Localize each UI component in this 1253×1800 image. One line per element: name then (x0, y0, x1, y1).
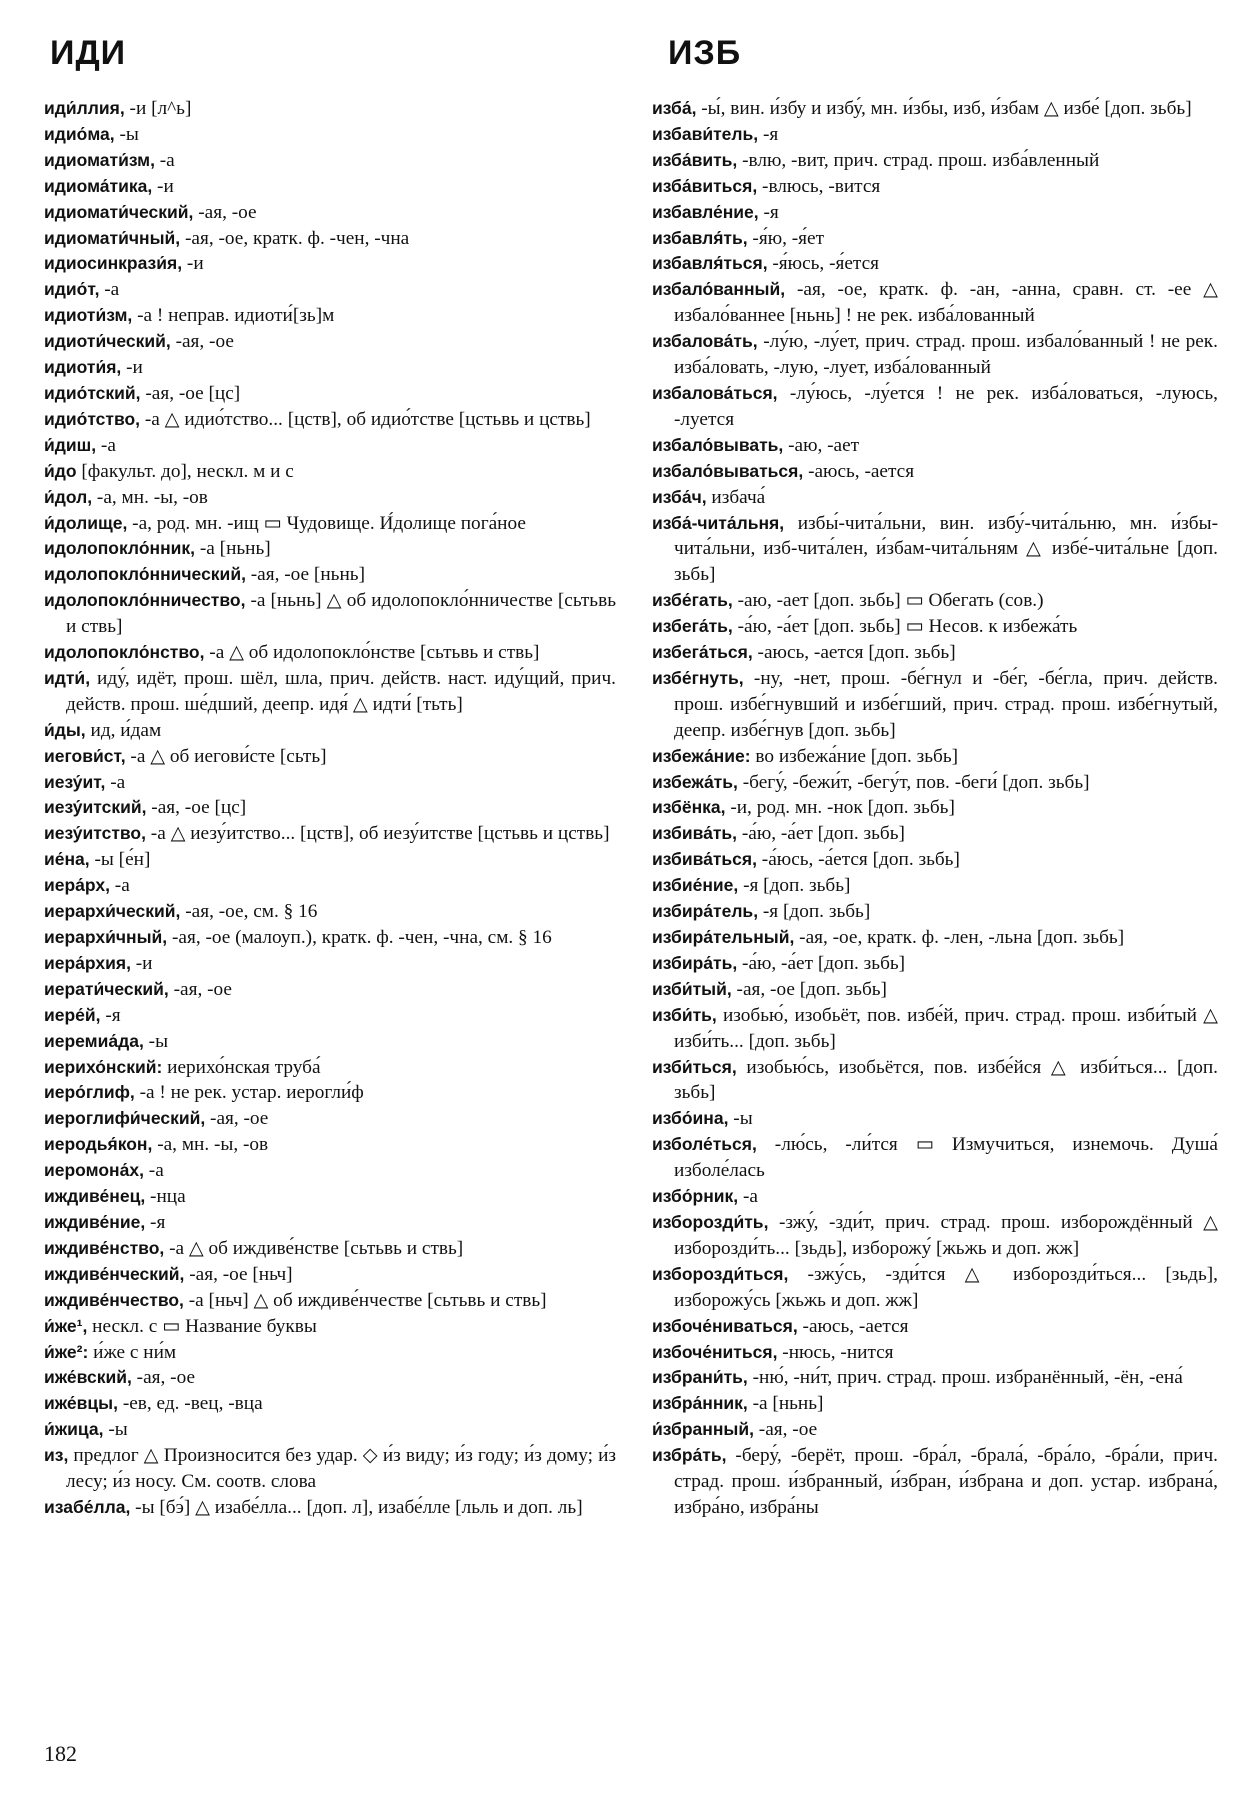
entry-definition: -я (145, 1211, 166, 1233)
entry-definition: -а ! неправ. идиоти́[зь]м (132, 305, 335, 327)
entry-headword: избие́ние, (652, 875, 739, 896)
entry-headword: ие́на, (44, 849, 90, 870)
dictionary-entry (44, 174, 616, 200)
entry-headword: избе́гать, (652, 590, 733, 611)
entry-headword: идолопокло́ннический, (44, 564, 246, 585)
entry-headword: и́диш, (44, 434, 97, 455)
entry-definition: -ая, -ое [цс] (146, 797, 247, 819)
entry-headword: избалова́ть, (652, 331, 758, 352)
dictionary-entry (652, 1106, 1218, 1132)
entry-definition: -ая, -ое, кратк. ф. -ан, -анна, сравн. ст. -ее △ избало́ваннее [ньнь] ! не рек. изба́лованный (674, 279, 1218, 327)
entry-headword: иезу́итский, (44, 797, 147, 818)
entry-definition: -а́ю, -а́ет [доп. зьбь] (737, 952, 906, 974)
entry-headword: и́дол, (44, 486, 93, 507)
entry-headword: избало́вывать, (652, 434, 784, 455)
entry-definition: -а, мн. -ы, -ов (92, 486, 208, 508)
entry-headword: иероглифи́ческий, (44, 1108, 206, 1129)
entry-definition: -ая, -ое (193, 201, 257, 223)
entry-definition: -аю, -ает (783, 434, 860, 456)
dictionary-entry (652, 821, 1218, 847)
entry-headword: избега́ть, (652, 616, 733, 637)
entry-headword: иера́рх, (44, 875, 110, 896)
entry-definition: -ая, -ое (170, 331, 234, 353)
entry-definition: -аюсь, -ается (803, 460, 915, 482)
entry-definition: -влю, -вит, прич. страд. прош. изба́вленный (737, 149, 1100, 171)
entry-headword: идио́тство, (44, 408, 141, 429)
entry-headword: идиоти́я, (44, 357, 122, 378)
dictionary-entry (44, 562, 616, 588)
entry-definition: изобью́сь, изобьётся, пов. избе́йся △ изби́ться... [доп. зьбь] (674, 1056, 1218, 1104)
dictionary-entry (44, 1417, 616, 1443)
dictionary-entry (652, 1210, 1218, 1262)
entry-definition: -ая, -ое, кратк. ф. -лен, -льна [доп. зьбь] (794, 927, 1125, 948)
entry-definition: -а [ньнь] (195, 538, 271, 560)
dictionary-entry (44, 148, 616, 174)
dictionary-entry (652, 251, 1218, 277)
entry-headword: избе́гнуть, (652, 667, 744, 688)
dictionary-entry (44, 1340, 616, 1366)
entry-definition: -ы (728, 1108, 753, 1130)
entry-definition: -и (182, 253, 204, 275)
entry-headword: избира́тель, (652, 901, 759, 922)
entry-headword: избра́ть, (652, 1445, 727, 1466)
entry-definition: -я (100, 1004, 121, 1026)
dictionary-entry (652, 1391, 1218, 1417)
dictionary-entry (44, 951, 616, 977)
dictionary-entry (652, 770, 1218, 796)
entry-definition: -я́ю, -я́ет (747, 227, 825, 249)
entry-definition: -а (154, 149, 175, 171)
entry-headword: идиоти́ческий, (44, 331, 171, 352)
entry-headword: избави́тель, (652, 123, 759, 144)
entry-definition: -я (758, 123, 779, 145)
dictionary-entry (652, 148, 1218, 174)
entry-headword: изборозди́ть, (652, 1211, 769, 1232)
dictionary-entry (44, 1236, 616, 1262)
dictionary-entry (652, 1132, 1218, 1184)
dictionary-entry (44, 1314, 616, 1340)
dictionary-entry (44, 795, 616, 821)
entry-definition: -а △ иезу́итство... [цств], об иезу́итстве [цстьвь и цствь] (145, 823, 610, 845)
entry-headword: изба́, (652, 98, 697, 118)
entry-definition: -беру́, -берёт, прош. -бра́л, -брала́, -бра́ло, -бра́ли, прич. страд. прош. и́збранный, и́збран, и́збрана и доп. устар. избрана́, избра́но, избра́ны (674, 1445, 1218, 1518)
dictionary-entry (44, 303, 616, 329)
dictionary-entry (652, 122, 1218, 148)
dictionary-entry (44, 1443, 616, 1495)
entry-definition: -и [л^ь] (124, 98, 192, 119)
entry-definition: -а [ньнь] △ об идолопокло́нничестве [сьтьвь и ствь] (66, 590, 616, 638)
entry-definition: -я́юсь, -я́ется (767, 253, 880, 275)
entry-definition: -ню́, -ни́т, прич. страд. прош. избранённый, -ён, -ена́ (747, 1367, 1183, 1389)
entry-definition: -аюсь, -ается [доп. зьбь] (752, 642, 956, 664)
dictionary-entry (44, 96, 616, 122)
entry-headword: избежа́ть, (652, 771, 738, 792)
dictionary-entry (44, 1158, 616, 1184)
entry-headword: иезу́итство, (44, 823, 146, 844)
entry-definition: -ы (114, 123, 139, 145)
entry-definition: -бегу́, -бежи́т, -бегу́т, пов. -беги́ [доп. зьбь] (737, 771, 1090, 793)
dictionary-entry (652, 873, 1218, 899)
entry-headword: идио́тский, (44, 382, 141, 403)
entry-headword: иже́вцы, (44, 1393, 118, 1414)
dictionary-entry (44, 588, 616, 640)
dictionary-entry (652, 899, 1218, 925)
entry-definition: -зжу́сь, -зди́тся △ изборозди́ться... [зьдь], изборожу́сь [жьжь и доп. жж] (674, 1263, 1218, 1311)
entry-headword: изба́-чита́льня, (652, 512, 785, 533)
entry-definition: -и (130, 952, 153, 974)
entry-definition: -я [доп. зьбь] (758, 901, 871, 923)
entry-definition: -ы́, вин. и́збу и избу́, мн. и́збы, изб, и́збам △ избе́ [доп. зьбь] (696, 98, 1192, 119)
entry-headword: избрани́ть, (652, 1367, 748, 1388)
dictionary-entry (44, 536, 616, 562)
entry-definition: -ая, -ое [ньч] (184, 1263, 293, 1285)
entry-headword: избежа́ние: (652, 745, 751, 766)
dictionary-entry (44, 1495, 616, 1521)
entry-definition: -а́ю, -а́ет [доп. зьбь] (737, 823, 905, 845)
entry-definition: ид, и́дам (85, 719, 162, 741)
entry-headword: идиомати́зм, (44, 149, 155, 170)
entry-definition: -лу́юсь, -лу́ется ! не рек. изба́ловаться, -луюсь, -луется (674, 382, 1218, 430)
dictionary-entry (44, 925, 616, 951)
dictionary-entry (652, 96, 1218, 122)
entry-headword: иеро́глиф, (44, 1082, 135, 1103)
dictionary-entry (44, 200, 616, 226)
dictionary-entry (652, 174, 1218, 200)
entry-headword: иерати́ческий, (44, 978, 169, 999)
entry-headword: избавля́ть, (652, 227, 748, 248)
entry-headword: избира́тельный, (652, 927, 795, 947)
entry-headword: иждиве́ние, (44, 1211, 146, 1232)
entry-definition: -а [ньч] △ об иждиве́нчестве [сьтьвь и ствь] (183, 1289, 547, 1311)
entry-headword: избра́нник, (652, 1393, 748, 1414)
entry-definition: -а (105, 771, 126, 793)
entry-headword: избега́ться, (652, 642, 753, 663)
dictionary-entry (44, 381, 616, 407)
entry-definition: -ая, -ое [цс] (140, 382, 241, 404)
entry-headword: изби́ть, (652, 1004, 717, 1025)
entry-headword: избива́ться, (652, 849, 757, 870)
entry-definition: -а (109, 875, 130, 897)
dictionary-entry (652, 977, 1218, 1003)
entry-definition: -а ! не рек. устар. иерогли́ф (134, 1082, 364, 1104)
entry-headword: иезу́ит, (44, 771, 106, 792)
entry-definition: иерихо́нская труба́ (162, 1056, 321, 1078)
entry-definition: -ая, -ое [доп. зьбь] (731, 978, 887, 1000)
entry-headword: избоче́ниваться, (652, 1315, 798, 1336)
entry-headword: идиомати́ческий, (44, 201, 194, 222)
entry-definition: -а △ об иегови́сте [сьть] (125, 745, 327, 767)
entry-definition: -ы [бэ́] △ изабе́лла... [доп. л], изабе́лле [льль и доп. ль] (130, 1496, 583, 1518)
dictionary-entry (652, 1262, 1218, 1314)
entry-definition: -ев, ед. -вец, -вца (118, 1393, 263, 1415)
entry-headword: избёнка, (652, 797, 726, 818)
entry-definition: -а △ идио́тство... [цств], об идио́тстве [цстьвь и цствь] (140, 408, 591, 430)
dictionary-entry (44, 1055, 616, 1081)
dictionary-entry (44, 1106, 616, 1132)
entry-definition: -ая, -ое (131, 1367, 196, 1389)
entry-definition: -ы (143, 1030, 169, 1052)
dictionary-entry (44, 226, 616, 252)
entry-definition: -нюсь, -нится (777, 1341, 894, 1363)
entry-definition: -нца (145, 1186, 186, 1208)
dictionary-entry (44, 1132, 616, 1158)
entry-definition: -а (99, 279, 120, 301)
entry-headword: идиомати́чный, (44, 227, 181, 248)
dictionary-entry (44, 770, 616, 796)
entry-definition: -и (152, 175, 174, 197)
entry-definition: -я [доп. зьбь] (738, 875, 851, 897)
entry-headword: избалова́ться, (652, 382, 778, 403)
entry-headword: избавля́ться, (652, 253, 768, 274)
entry-headword: идио́ма, (44, 123, 115, 144)
dictionary-entry (44, 407, 616, 433)
entry-definition: предлог △ Произносится без удар. ◇ и́з виду; и́з году; и́з дому; и́з лесу; и́з носу. См. соотв. слова (66, 1445, 616, 1493)
dictionary-entry (44, 640, 616, 666)
entry-headword: избало́вываться, (652, 460, 804, 481)
entry-headword: и́жица, (44, 1419, 104, 1440)
dictionary-entry (652, 1055, 1218, 1107)
entry-headword: иеродья́кон, (44, 1134, 153, 1155)
dictionary-entry (44, 821, 616, 847)
entry-headword: избоче́ниться, (652, 1341, 778, 1362)
entry-headword: иера́рхия, (44, 952, 131, 973)
page-number: 182 (44, 1741, 77, 1766)
entry-headword: и́долище, (44, 512, 128, 533)
dictionary-entry (44, 1029, 616, 1055)
entry-definition: -ы (103, 1419, 128, 1441)
dictionary-entry (44, 718, 616, 744)
dictionary-entry (44, 1184, 616, 1210)
entry-definition: -аюсь, -ается (797, 1315, 909, 1337)
dictionary-entry (44, 847, 616, 873)
entry-definition: -аю, -ает [доп. зьбь] ▭ Обегать (сов.) (732, 590, 1044, 612)
dictionary-entry (652, 666, 1218, 744)
entry-definition: -влюсь, -вится (757, 175, 881, 197)
entry-headword: иере́й, (44, 1004, 101, 1025)
entry-definition: -а (143, 1160, 164, 1182)
entry-definition: -я (758, 201, 779, 223)
entry-definition: -а, мн. -ы, -ов (152, 1134, 269, 1156)
entry-definition: иду́, идёт, прош. шёл, шла, прич. действ. наст. иду́щий, прич. действ. прош. ше́дший, деепр. идя́ △ идти́ [тьть] (66, 667, 616, 715)
entry-headword: идолопокло́нник, (44, 538, 196, 559)
entry-headword: иждиве́нческий, (44, 1263, 185, 1284)
entry-definition: -ну, -нет, прош. -бе́гнул и -бе́г, -бе́гла, прич. действ. прош. избе́гнувший и избе́гший, прич. страд. прош. избе́гнутый, деепр. избе́гнув [доп. зьбь] (674, 667, 1218, 741)
entry-headword: и́же²: (44, 1341, 89, 1362)
entry-headword: избо́ина, (652, 1108, 729, 1129)
entry-definition: -ая, -ое (168, 978, 232, 1000)
dictionary-entry (652, 640, 1218, 666)
entry-definition: -ы [е́н] (89, 849, 151, 871)
dictionary-entry (44, 1288, 616, 1314)
dictionary-entry (652, 588, 1218, 614)
dictionary-entry (652, 511, 1218, 589)
dictionary-entry (44, 459, 616, 485)
entry-definition: -зжу́, -зди́т, прич. страд. прош. изборождённый △ изборозди́ть... [зьдь], изборожу́ [жьжь и доп. жж] (674, 1211, 1218, 1259)
entry-headword: избира́ть, (652, 952, 738, 973)
entry-headword: и́ды, (44, 719, 86, 740)
entry-definition: -ая, -ое [ньнь] (245, 564, 365, 586)
dictionary-entry (652, 329, 1218, 381)
entry-headword: идолопокло́нство, (44, 642, 205, 663)
entry-headword: избо́рник, (652, 1186, 739, 1207)
entry-headword: и́же¹, (44, 1315, 88, 1336)
entry-definition: -лу́ю, -лу́ет, прич. страд. прош. избало́ванный ! не рек. изба́ловать, -лую, -лует, изба́лованный (674, 331, 1218, 379)
entry-headword: изабе́лла, (44, 1496, 131, 1517)
dictionary-entry (652, 795, 1218, 821)
dictionary-entry (44, 1391, 616, 1417)
dictionary-entry (44, 666, 616, 718)
entry-headword: избало́ванный, (652, 279, 786, 300)
entry-headword: идиоти́зм, (44, 305, 133, 326)
entry-headword: иждиве́нчество, (44, 1289, 184, 1310)
dictionary-entry (652, 459, 1218, 485)
entry-headword: идти́, (44, 667, 91, 688)
entry-headword: и́збранный, (652, 1419, 754, 1440)
page-header-right: ИЗБ (668, 34, 742, 72)
entry-definition: -а (738, 1186, 758, 1208)
dictionary-entry (44, 1080, 616, 1106)
entry-definition: нескл. с ▭ Название буквы (87, 1315, 317, 1337)
entry-headword: идио́т, (44, 279, 100, 300)
dictionary-entry (44, 1210, 616, 1236)
entry-headword: иеремиа́да, (44, 1030, 144, 1051)
dictionary-entry (652, 226, 1218, 252)
entry-headword: изба́ч, (652, 486, 707, 507)
entry-definition: -а [ньнь] (747, 1393, 824, 1415)
dictionary-entry (44, 251, 616, 277)
entry-headword: иждиве́нец, (44, 1186, 146, 1207)
entry-definition: -а △ об идолопокло́нстве [сьтьвь и ствь] (204, 642, 540, 664)
dictionary-entry (44, 485, 616, 511)
dictionary-entry (44, 873, 616, 899)
entry-definition: -а, род. мн. -ищ ▭ Чудовище. И́долище пога́ное (127, 512, 526, 534)
dictionary-entry (652, 1184, 1218, 1210)
dictionary-entry (44, 744, 616, 770)
entry-definition: -ая, -ое, кратк. ф. -чен, -чна (180, 227, 410, 249)
entry-definition: -ая, -ое, см. § 16 (180, 901, 318, 923)
entry-headword: изба́вить, (652, 149, 738, 170)
entry-definition: изобью́, изобьёт, пов. избе́й, прич. страд. прош. изби́тый △ изби́ть... [доп. зьбь] (674, 1004, 1218, 1052)
dictionary-entry (652, 1340, 1218, 1366)
dictionary-entry (652, 381, 1218, 433)
entry-definition: -и (121, 357, 143, 379)
dictionary-entry (652, 951, 1218, 977)
entry-definition: избы́-чита́льни, вин. избу́-чита́льню, мн. и́збы-чита́льни, изб-чита́лен, и́збам-чита́льням △ избе́-чита́льне [доп. зьбь] (674, 512, 1218, 586)
left-column (44, 96, 616, 1521)
dictionary-entry (44, 355, 616, 381)
dictionary-entry (44, 122, 616, 148)
dictionary-entry (44, 433, 616, 459)
entry-headword: изборозди́ться, (652, 1263, 789, 1284)
entry-headword: иждиве́нство, (44, 1237, 165, 1258)
dictionary-entry (652, 433, 1218, 459)
entry-headword: и́до (44, 460, 77, 481)
dictionary-entry (44, 277, 616, 303)
entry-definition: -ая, -ое (малоуп.), кратк. ф. -чен, -чна, см. § 16 (167, 927, 552, 948)
dictionary-entry (44, 977, 616, 1003)
entry-headword: изби́ться, (652, 1056, 737, 1077)
right-column (652, 96, 1218, 1521)
entry-definition: -и, род. мн. -нок [доп. зьбь] (725, 797, 955, 819)
entry-headword: иеромона́х, (44, 1160, 144, 1181)
entry-headword: иерархи́чный, (44, 927, 168, 947)
dictionary-entry (652, 1314, 1218, 1340)
dictionary-entry (44, 1365, 616, 1391)
entry-definition: и́же с ни́м (88, 1341, 177, 1363)
entry-headword: идолопокло́нничество, (44, 590, 246, 611)
dictionary-entry (44, 1262, 616, 1288)
entry-headword: изби́тый, (652, 978, 732, 999)
entry-headword: иерархи́ческий, (44, 901, 181, 922)
entry-headword: иди́ллия, (44, 98, 125, 118)
page-header-left: ИДИ (50, 34, 127, 72)
entry-headword: идиома́тика, (44, 175, 153, 196)
entry-headword: из, (44, 1445, 69, 1466)
dictionary-entry (652, 277, 1218, 329)
entry-definition: [факульт. до], нескл. м и с (76, 460, 294, 482)
entry-definition: -ая, -ое (205, 1108, 269, 1130)
dictionary-entry (652, 1003, 1218, 1055)
entry-definition: избача́ (706, 486, 766, 508)
dictionary-entry (44, 899, 616, 925)
entry-definition: во избежа́ние [доп. зьбь] (750, 745, 959, 767)
entry-headword: идиосинкрази́я, (44, 253, 183, 274)
entry-definition: -а́юсь, -а́ется [доп. зьбь] (756, 849, 960, 871)
entry-headword: избавле́ние, (652, 201, 759, 222)
entry-headword: иегови́ст, (44, 745, 126, 766)
dictionary-entry (652, 485, 1218, 511)
dictionary-entry (652, 925, 1218, 951)
dictionary-entry (652, 614, 1218, 640)
entry-definition: -а́ю, -а́ет [доп. зьбь] ▭ Несов. к избежа́ть (732, 616, 1078, 638)
dictionary-entry (652, 847, 1218, 873)
dictionary-entry (652, 744, 1218, 770)
dictionary-entry (44, 511, 616, 537)
dictionary-entry (44, 329, 616, 355)
dictionary-entry (652, 200, 1218, 226)
entry-headword: избива́ть, (652, 823, 738, 844)
dictionary-entry (652, 1443, 1218, 1521)
entry-definition: -а △ об иждиве́нстве [сьтьвь и ствь] (164, 1237, 464, 1259)
dictionary-entry (652, 1417, 1218, 1443)
dictionary-entry (652, 1365, 1218, 1391)
entry-definition: -а (96, 434, 116, 456)
entry-headword: изболе́ться, (652, 1134, 757, 1155)
entry-headword: изба́виться, (652, 175, 758, 196)
entry-definition: -ая, -ое (753, 1419, 818, 1441)
entry-definition: -лю́сь, -ли́тся ▭ Измучиться, изнемочь. Душа́ изболе́лась (674, 1134, 1218, 1182)
dictionary-entry (44, 1003, 616, 1029)
entry-headword: иже́вский, (44, 1367, 132, 1388)
entry-headword: иерихо́нский: (44, 1056, 163, 1077)
